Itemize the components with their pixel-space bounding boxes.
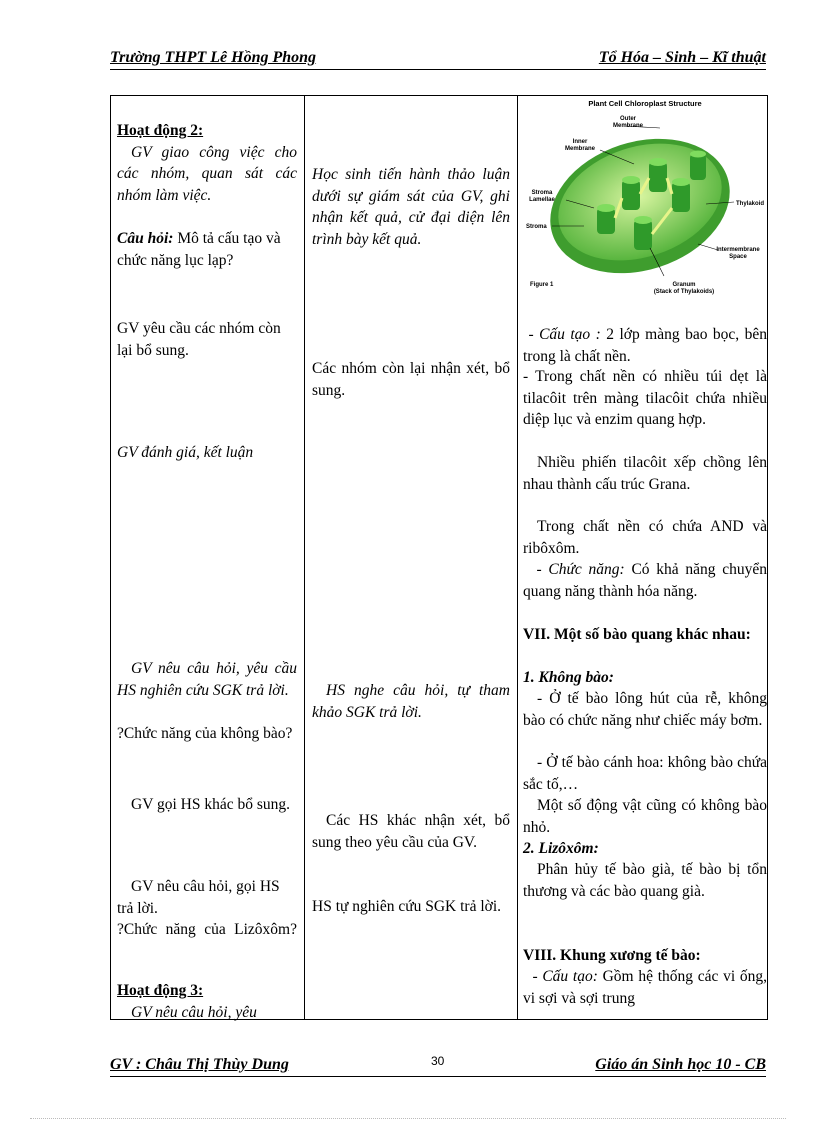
vacuole-title: 1. Không bào:	[523, 669, 614, 686]
label-outer-1: Outer	[619, 116, 637, 122]
label-granum-2: (Stack of Thylakoids)	[653, 289, 715, 295]
label-inner-1: Inner	[572, 139, 588, 145]
cytoskeleton-text: Gồm hệ thống các vi ống, vi sợi và sợi trung	[523, 968, 767, 1007]
teacher-name: GV : Châu Thị Thùy Dung	[110, 1056, 289, 1073]
lysosome-title: 2. Lizôxôm:	[523, 840, 599, 857]
teacher-conclusion: GV đánh giá, kết luận	[117, 444, 254, 461]
vacuole-point-3: Một số động vật cũng có không bào nhỏ.	[523, 797, 767, 836]
section-8-title: VIII. Khung xương tế bào:	[523, 947, 701, 964]
question-block	[117, 228, 297, 271]
bottom-dotted-line	[30, 1118, 786, 1119]
function-label: Chức năng:	[548, 561, 625, 578]
course-name: Giáo án Sinh học 10 - CB	[595, 1056, 766, 1073]
page-footer	[110, 1054, 766, 1077]
activity-3-title: Hoạt động 3:	[117, 982, 204, 999]
teacher-ask-vacuole: GV nêu câu hỏi, yêu cầu HS nghiên cứu SGK trả lời.	[117, 660, 297, 699]
vacuole-point-2: - Ở tế bào cánh hoa: không bào chứa sắc tố,…	[523, 754, 767, 793]
page-header	[110, 47, 766, 70]
lysosome-text: Phân hủy tế bào già, tế bào bị tổn thương và các bào quang già.	[523, 861, 767, 900]
question-lysosome-1	[117, 919, 297, 941]
function-text: Có khả năng chuyển quang năng thành hóa năng.	[523, 561, 767, 600]
department-name: Tổ Hóa – Sinh – Kĩ thuật	[598, 49, 766, 66]
label-intermembrane-2: Space	[729, 254, 747, 260]
question-vacuole: ?Chức năng của không bào?	[117, 725, 293, 742]
dna-text: Trong chất nền có chứa AND và ribôxôm.	[523, 518, 767, 557]
stroma-text: - Trong chất nền có nhiều túi dẹt là tilacôit trên màng tilacôit chứa nhiều diệp lục và enzim quang hợp.	[523, 368, 767, 428]
other-students-comment: Các HS khác nhận xét, bổ sung theo yêu cầu của GV.	[312, 812, 510, 851]
cytoskeleton-label: Cấu tạo:	[542, 968, 598, 985]
chloroplast-diagram	[522, 98, 768, 304]
student-discussion: Học sinh tiến hành thảo luận dưới sự giám sát của GV, ghi nhận kết quả, cử đại diện lên trình bày kết quả.	[312, 166, 510, 248]
question-text: Mô tả cấu tạo và chức năng lục lạp?	[117, 230, 281, 269]
label-thylakoid: Thylakoid	[736, 201, 765, 207]
teacher-ask-lysosome: GV nêu câu hỏi, gọi HS trả lời.	[117, 878, 280, 917]
lesson-table	[110, 95, 768, 1020]
students-self-study: HS tự nghiên cứu SGK trả lời.	[312, 898, 502, 915]
question-label: Câu hỏi:	[117, 230, 174, 247]
activity-2-block	[117, 120, 297, 206]
question-lysosome: ?Chức năng của Lizôxôm?	[117, 921, 297, 938]
structure-label: Cấu tạo :	[539, 326, 601, 343]
activity-2-text: GV giao công việc cho các nhóm, quan sát các nhóm làm việc.	[117, 143, 297, 204]
vacuole-point-1: - Ở tế bào lông hút của rễ, không bào có chức năng như chiếc máy bơm.	[523, 690, 767, 729]
grana-text: Nhiều phiến tilacôit xếp chồng lên nhau thành cấu trúc Grana.	[523, 454, 767, 493]
label-lamellae-2: Lamellae	[529, 197, 555, 203]
structure-block: - Cấu tạo : 2 lớp màng bao bọc, bên trong là chất nền.	[523, 326, 768, 365]
figure-caption: Figure 1	[530, 282, 554, 288]
label-outer-2: Membrane	[612, 123, 644, 129]
label-inner-2: Membrane	[564, 146, 596, 152]
figure-title: Plant Cell Chloroplast Structure	[588, 99, 702, 108]
label-granum-1: Granum	[672, 282, 696, 288]
column-divider	[304, 96, 305, 1019]
groups-comment: Các nhóm còn lại nhận xét, bổ sung.	[312, 360, 510, 399]
teacher-request: GV yêu cầu các nhóm còn lại bổ sung.	[117, 320, 281, 359]
column-divider	[517, 96, 518, 1019]
page-number: 30	[431, 1054, 445, 1068]
students-listen: HS nghe câu hỏi, tự tham khảo SGK trả lời.	[312, 682, 510, 721]
chloroplast-figure	[522, 98, 768, 304]
activity-3-block	[117, 980, 297, 1023]
label-lamellae-1: Stroma	[531, 190, 553, 196]
cytoskeleton-block: - Cấu tạo: Gồm hệ thống các vi ống, vi sợi và sợi trung	[523, 968, 767, 1007]
school-name: Trường THPT Lê Hồng Phong	[110, 49, 317, 66]
activity-2-title: Hoạt động 2:	[117, 122, 204, 139]
teacher-call-other: GV gọi HS khác bổ sung.	[131, 796, 291, 813]
activity-3-text: GV nêu câu hỏi, yêu	[131, 1003, 257, 1021]
section-7-title: VII. Một số bào quang khác nhau:	[523, 626, 751, 643]
function-block: - Chức năng: Có khả năng chuyển quang năng thành hóa năng.	[523, 561, 767, 600]
label-stroma: Stroma	[526, 224, 547, 230]
label-intermembrane-1: Intermembrane	[716, 247, 760, 253]
structure-text: 2 lớp màng bao bọc, bên trong là chất nền.	[523, 326, 768, 365]
